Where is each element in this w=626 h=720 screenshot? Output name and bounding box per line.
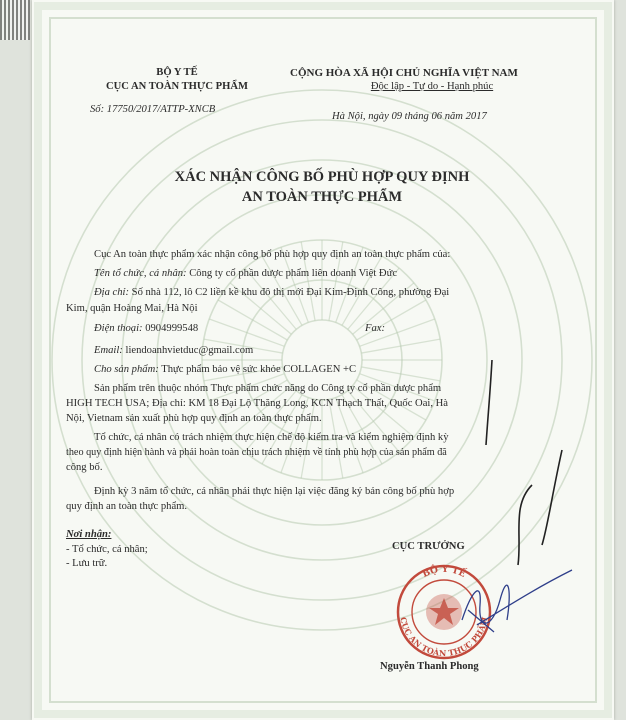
document-title-line2: AN TOÀN THỰC PHẨM [241, 189, 403, 205]
national-motto: Độc lập - Tự do - Hạnh phúc [370, 81, 494, 92]
certificate-document [32, 0, 614, 720]
svg-text:BỘ Y TẾ: BỘ Y TẾ [421, 564, 467, 580]
paragraph1-line2: HIGH TECH USA; Địa chỉ: KM 18 Đại Lộ Thăng Long, KCN Thạch Thất, Quốc Oai, Hà [66, 398, 449, 409]
issue-date: Hà Nội, ngày 09 tháng 06 năm 2017 [332, 111, 487, 122]
email-row [94, 344, 253, 358]
paragraph2-line2: theo quy định hiện hành và phải hoàn toàn chịu trách nhiệm về tính phù hợp của sản phẩm đã [66, 447, 447, 458]
organization-row [94, 267, 397, 281]
product-label: Cho sản phẩm: [94, 364, 159, 375]
paragraph3-line1: Định kỳ 3 năm tổ chức, cá nhân phải thực hiện lại việc đăng ký bản công bố phù hợp [94, 486, 455, 497]
red-seal-icon [398, 563, 490, 658]
organization-value: Công ty cổ phần dược phẩm liên doanh Việt Đức [189, 268, 398, 279]
intro-text: Cục An toàn thực phẩm xác nhận công bố phù hợp quy định an toàn thực phẩm của: [94, 249, 451, 260]
email-value: liendoanhvietduc@gmail.com [125, 345, 254, 356]
fax-label: Fax: [365, 323, 385, 334]
department-name: CỤC AN TOÀN THỰC PHẨM [105, 81, 249, 92]
qr-code-fragment [0, 0, 30, 40]
paragraph2-line3: công bố. [66, 462, 103, 473]
email-label: Email: [94, 345, 123, 356]
product-row [94, 363, 356, 377]
phone-row [94, 322, 198, 336]
pen-marks-icon [452, 355, 602, 575]
ministry-name: BỘ Y TẾ [156, 67, 198, 78]
country-name: CỘNG HÒA XÃ HỘI CHỦ NGHĨA VIỆT NAM [290, 67, 518, 79]
address-value-line2: Kim, quận Hoàng Mai, Hà Nội [66, 303, 198, 314]
address-value-line1: Số nhà 112, lô C2 liền kề khu đô thị mới Đại Kim-Định Công, phường Đại [131, 287, 450, 298]
address-row [94, 286, 449, 300]
document-title-line1: XÁC NHẬN CÔNG BỐ PHÙ HỢP QUY ĐỊNH [174, 169, 470, 185]
paragraph2-line1: Tổ chức, cá nhân có trách nhiệm thực hiện chế độ kiểm tra và kiểm nghiệm định kỳ [94, 432, 449, 443]
phone-label: Điện thoại: [94, 323, 143, 334]
signer-role: CỤC TRƯỞNG [392, 541, 465, 552]
address-label: Địa chỉ: [94, 287, 130, 298]
recipient-item-2: - Lưu trữ. [66, 558, 108, 569]
signer-name: Nguyễn Thanh Phong [380, 661, 479, 672]
paragraph1-line1: Sản phẩm trên thuộc nhóm Thực phẩm chức năng do Công ty cổ phần dược phẩm [94, 383, 442, 394]
phone-value: 0904999548 [145, 323, 199, 334]
svg-text:CỤC AN TOÀN THỰC PHẨM: CỤC AN TOÀN THỰC PHẨM [398, 615, 490, 659]
recipients-label: Nơi nhận: [66, 529, 112, 540]
product-value: Thực phẩm bảo vệ sức khỏe COLLAGEN +C [161, 364, 357, 375]
paragraph3-line2: quy định an toàn thực phẩm. [66, 501, 188, 512]
paragraph1-line3: Nội, Vietnam sản xuất phù hợp quy định an toàn thực phẩm. [66, 413, 322, 424]
recipient-item-1: - Tổ chức, cá nhân; [66, 544, 148, 555]
document-number: Số: 17750/2017/ATTP-XNCB [90, 104, 216, 115]
organization-label: Tên tổ chức, cá nhân: [94, 268, 187, 279]
